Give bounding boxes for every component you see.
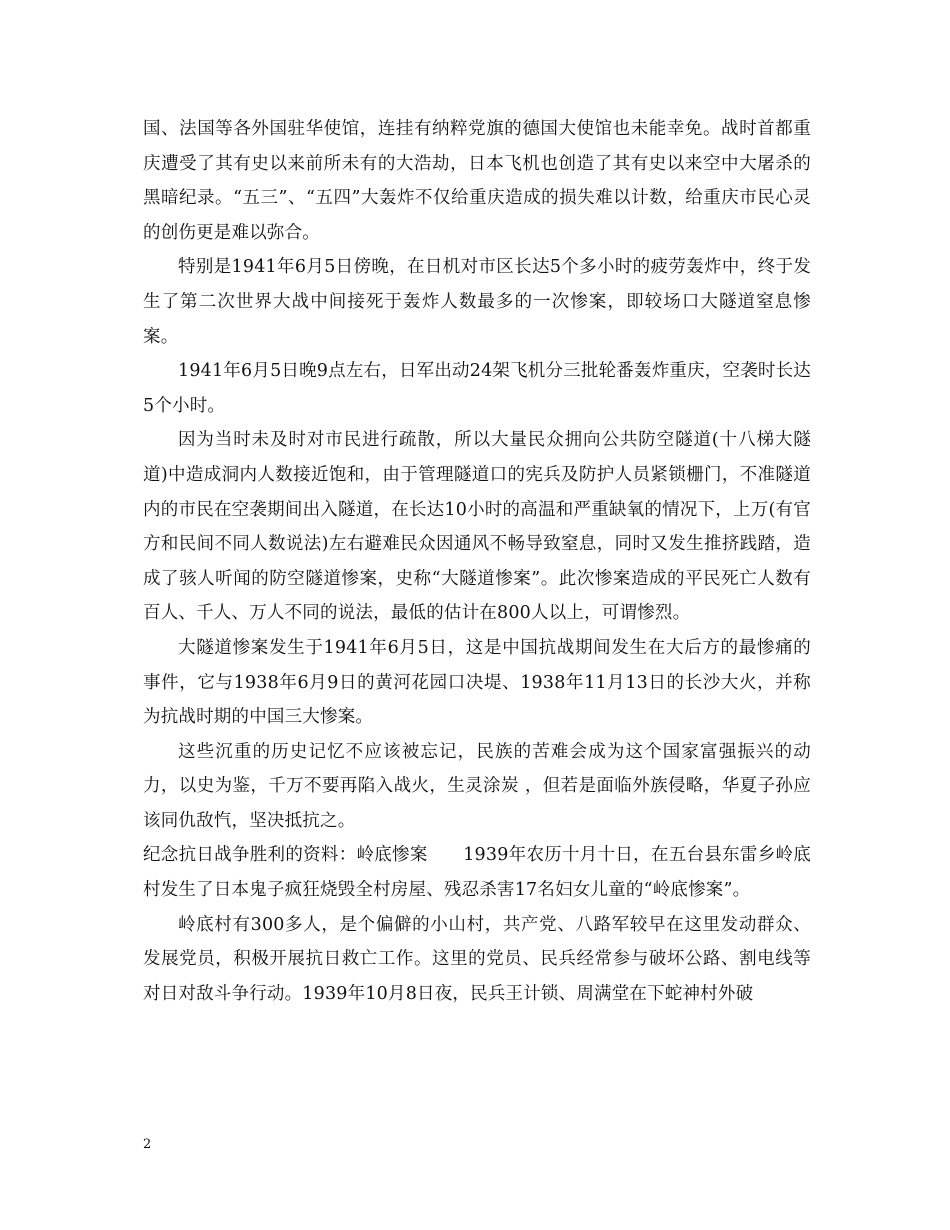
section-paragraph: 纪念抗日战争胜利的资料：岭底惨案 1939年农历十月十日，在五台县东雷乡岭底村发生了日本鬼子疯狂烧毁全村房屋、残忍杀害17名妇女儿童的“岭底惨案”。 (143, 845, 811, 901)
document-body (143, 112, 811, 1011)
paragraph: 大隧道惨案发生于1941年6月5日，这是中国抗战期间发生在大后方的最惨痛的事件，它与1938年6月9日的黄河花园口决堤、1938年11月13日的长沙大火，并称为抗战时期的中国三大惨案。 (143, 637, 811, 728)
paragraph: 特别是1941年6月5日傍晚，在日机对市区长达5个多小时的疲劳轰炸中，终于发生了第二次世界大战中间接死于轰炸人数最多的一次惨案，即较场口大隧道窒息惨案。 (143, 257, 811, 347)
page-number: 2 (143, 1137, 152, 1152)
paragraph: 1941年6月5日晚9点左右，日军出动24架飞机分三批轮番轰炸重庆，空袭时长达5个小时。 (143, 361, 812, 416)
paragraph: 国、法国等各外国驻华使馆，连挂有纳粹党旗的德国大使馆也未能幸免。战时首都重庆遭受了其有史以来前所未有的大浩劫，日本飞机也创造了其有史以来空中大屠杀的黑暗纪录。“五三”、“五四”大轰炸不仅给重庆造成的损失难以计数，给重庆市民心灵的创伤更是难以弥合。 (143, 119, 811, 243)
paragraph: 岭底村有300多人，是个偏僻的小山村，共产党、八路军较早在这里发动群众、发展党员，积极开展抗日救亡工作。这里的党员、民兵经常参与破坏公路、割电线等对日对敌斗争行动。1939年10月8日夜，民兵王计锁、周满堂在下蛇神村外破 (143, 914, 811, 1004)
paragraph: 因为当时未及时对市民进行疏散，所以大量民众拥向公共防空隧道(十八梯大隧道)中造成洞内人数接近饱和，由于管理隧道口的宪兵及防护人员紧锁栅门，不准隧道内的市民在空袭期间出入隧道，在长达10小时的高温和严重缺氧的情况下，上万(有官方和民间不同人数说法)左右避难民众因通风不畅导致窒息，同时又发生推挤践踏，造成了骇人听闻的防空隧道惨案，史称“大隧道惨案”。此次惨案造成的平民死亡人数有百人、千人、万人不同的说法，最低的估计在800人以上，可谓惨烈。 (143, 430, 811, 624)
paragraph: 这些沉重的历史记忆不应该被忘记，民族的苦难会成为这个国家富强振兴的动力，以史为鉴，千万不要再陷入战火，生灵涂炭 ，但若是面临外族侵略，华夏子孙应该同仇敌忾，坚决抵抗之。 (143, 741, 811, 831)
